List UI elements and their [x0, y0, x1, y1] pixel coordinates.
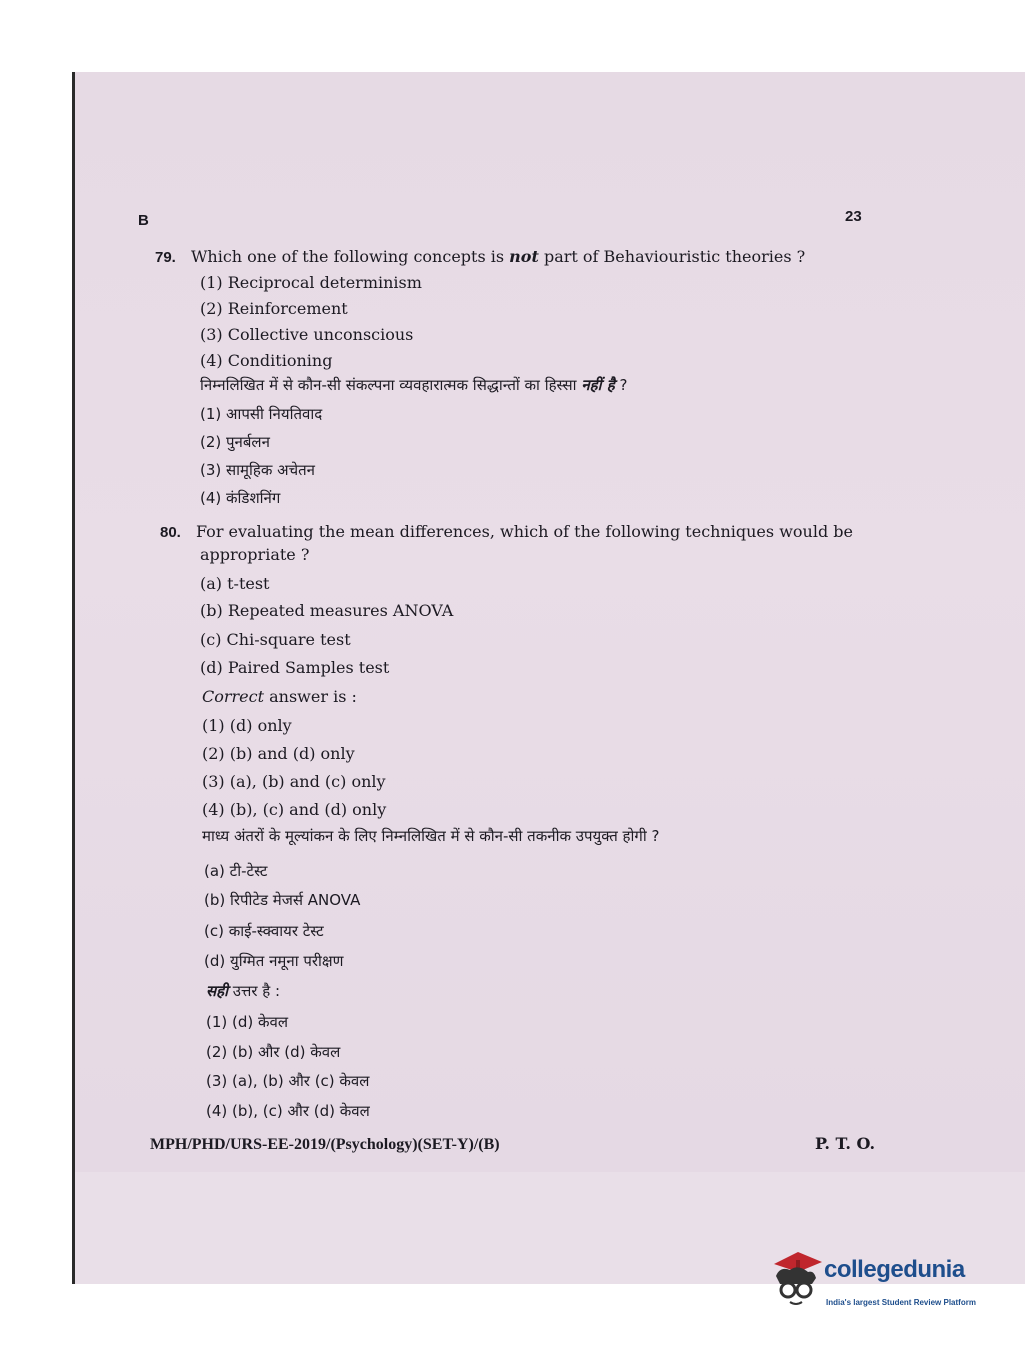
option-4: (4) Conditioning [200, 351, 333, 370]
hindi-correct-emphasis: सही [206, 982, 228, 1000]
question-number: 80. [160, 524, 181, 541]
option-4: (4) (b), (c) and (d) only [202, 800, 387, 819]
hindi-emphasis: नहीं है [581, 376, 615, 394]
question-hindi: माध्य अंतरों के मूल्यांकन के लिए निम्नलिखित में से कौन-सी तकनीक उपयुक्त होगी ? [202, 827, 660, 845]
hindi-item-b: (b) रिपीटेड मेजर्स ANOVA [204, 891, 361, 909]
question-emphasis: not [509, 247, 539, 266]
paper-code: MPH/PHD/URS-EE-2019/(Psychology)(SET-Y)/(B) [150, 1136, 500, 1153]
correct-label-rest: answer is : [264, 687, 357, 706]
item-d: (d) Paired Samples test [200, 658, 390, 677]
hindi-item-a: (a) टी-टेस्ट [204, 862, 268, 880]
item-a: (a) t-test [200, 574, 270, 593]
option-2: (2) Reinforcement [200, 299, 348, 318]
hindi-text-part2: ? [614, 376, 628, 394]
option-1: (1) Reciprocal determinism [200, 273, 422, 292]
question-80 [160, 520, 853, 545]
question-number: 79. [155, 249, 176, 266]
option-3: (3) Collective unconscious [200, 325, 414, 344]
collegedunia-logo [768, 1250, 998, 1320]
hindi-option-1: (1) आपसी नियतिवाद [200, 405, 323, 423]
page-number: 23 [845, 208, 862, 225]
option-1: (1) (d) only [202, 716, 292, 735]
hindi-option-4: (4) (b), (c) और (d) केवल [206, 1102, 370, 1120]
pto-label: P. T. O. [815, 1134, 876, 1153]
hindi-option-3: (3) सामूहिक अचेतन [200, 461, 316, 479]
hindi-option-1: (1) (d) केवल [206, 1013, 289, 1031]
item-c: (c) Chi-square test [200, 630, 351, 649]
hindi-text-part1: निम्नलिखित में से कौन-सी संकल्पना व्यवहारात्मक सिद्धान्तों का हिस्सा [200, 376, 582, 394]
correct-answer-label [202, 687, 357, 706]
question-79 [155, 245, 805, 270]
hindi-correct-label [206, 981, 280, 1001]
hindi-correct-rest: उत्तर है : [228, 982, 281, 1000]
mascot-icon [768, 1250, 824, 1310]
logo-tagline: India's largest Student Review Platform [826, 1298, 976, 1307]
question-text-line2: appropriate ? [200, 545, 310, 564]
hindi-option-3: (3) (a), (b) और (c) केवल [206, 1072, 370, 1090]
logo-wordmark: collegedunia [824, 1256, 965, 1283]
question-text-part2: part of Behaviouristic theories ? [538, 247, 806, 266]
hindi-item-c: (c) काई-स्क्वायर टेस्ट [204, 922, 324, 940]
question-hindi [200, 375, 627, 395]
item-b: (b) Repeated measures ANOVA [200, 601, 454, 620]
question-text-line1: For evaluating the mean differences, which of the following techniques would be [195, 522, 853, 541]
series-label: B [138, 212, 149, 229]
hindi-item-d: (d) युग्मित नमूना परीक्षण [204, 952, 344, 970]
hindi-option-2: (2) पुनर्बलन [200, 433, 270, 451]
question-text-part1: Which one of the following concepts is [190, 247, 510, 266]
correct-emphasis: Correct [202, 687, 265, 706]
hindi-option-2: (2) (b) और (d) केवल [206, 1043, 341, 1061]
option-2: (2) (b) and (d) only [202, 744, 355, 763]
option-3: (3) (a), (b) and (c) only [202, 772, 386, 791]
hindi-option-4: (4) कंडिशनिंग [200, 489, 281, 507]
